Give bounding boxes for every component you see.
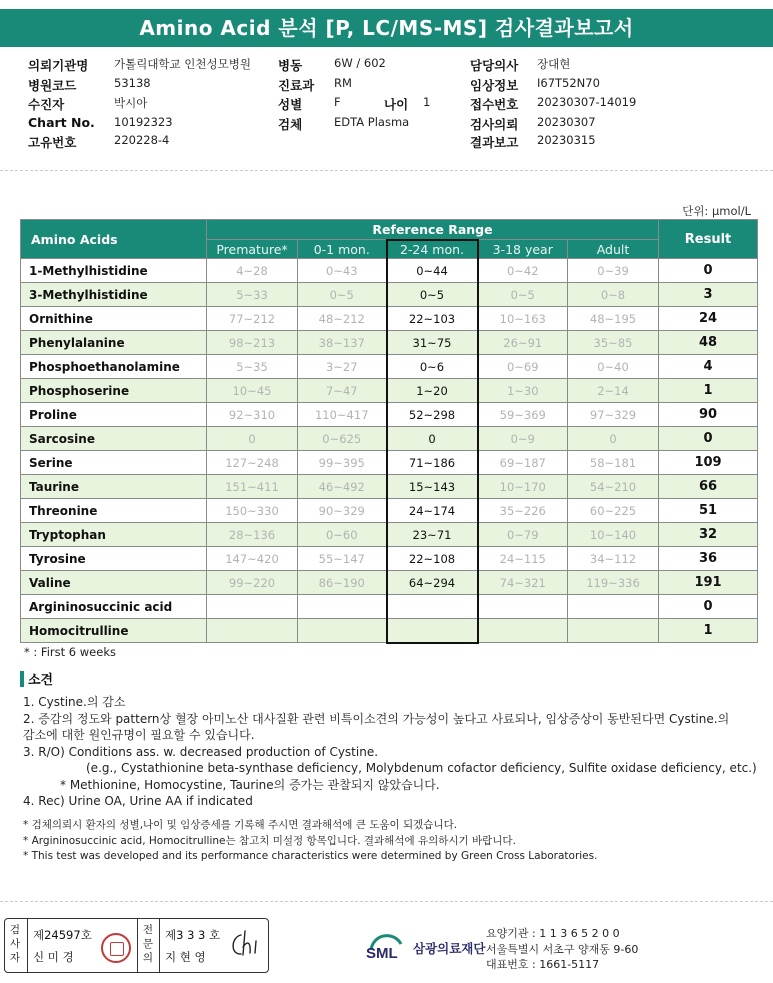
reference-range-cell: 0~5 xyxy=(298,283,387,307)
age-label: 나이 xyxy=(384,97,409,112)
table-row xyxy=(21,427,758,451)
department-value: RM xyxy=(334,76,352,90)
reference-range-cell: 5~33 xyxy=(207,283,298,307)
reference-range-cell: 38~137 xyxy=(298,331,387,355)
col-reference-range: Reference Range xyxy=(207,220,659,240)
reference-range-cell: 0~625 xyxy=(298,427,387,451)
table-row xyxy=(21,259,758,283)
amino-acid-name: Tyrosine xyxy=(21,547,207,571)
amino-acid-name: 3-Methylhistidine xyxy=(21,283,207,307)
reference-range-cell: 22~108 xyxy=(387,547,478,571)
reference-range-cell: 151~411 xyxy=(207,475,298,499)
reference-range-cell: 110~417 xyxy=(298,403,387,427)
amino-acid-name: Valine xyxy=(21,571,207,595)
reference-range-cell: 28~136 xyxy=(207,523,298,547)
table-row xyxy=(21,571,758,595)
institution-label: 의뢰기관명 xyxy=(28,58,89,73)
result-value: 32 xyxy=(659,523,758,547)
org-code: 요양기관 : 1 1 3 6 5 2 0 0 xyxy=(486,927,620,940)
reference-range-cell: 10~163 xyxy=(478,307,568,331)
reference-range-cell: 0~8 xyxy=(568,283,659,307)
specimen-value: EDTA Plasma xyxy=(334,115,410,129)
reference-range-cell: 3~27 xyxy=(298,355,387,379)
note-line: * 검체의뢰시 환자의 성별,나이 및 임상증세를 기록해 주시면 결과해석에 큰 도움이 되겠습니다. xyxy=(23,819,458,831)
note-line: * This test was developed and its performance characteristics were determined by Green Cross Laboratories. xyxy=(23,850,598,862)
sml-logo-mark xyxy=(365,928,407,968)
result-value: 0 xyxy=(659,427,758,451)
reference-range-cell: 0~79 xyxy=(478,523,568,547)
table-row xyxy=(21,499,758,523)
sex-value: F xyxy=(334,95,341,109)
reference-range-cell: 58~181 xyxy=(568,451,659,475)
opinion-line: 3. R/O) Conditions ass. w. decreased production of Cystine. xyxy=(23,744,379,759)
reference-range-cell xyxy=(478,619,568,643)
reference-range-cell xyxy=(568,619,659,643)
ward-value: 6W / 602 xyxy=(334,56,386,70)
doctor-label: 담당의사 xyxy=(470,58,519,73)
org-info xyxy=(486,926,638,973)
table-row xyxy=(21,475,758,499)
signature-box xyxy=(4,918,269,973)
result-value: 36 xyxy=(659,547,758,571)
reference-range-cell: 7~47 xyxy=(298,379,387,403)
reference-range-cell: 71~186 xyxy=(387,451,478,475)
result-value: 51 xyxy=(659,499,758,523)
receipt-no-label: 접수번호 xyxy=(470,97,519,112)
note-line: * Argininosuccinic acid, Homocitrulline는 참고치 미설정 항목입니다. 결과해석에 유의하시기 바랍니다. xyxy=(23,834,516,847)
reference-range-cell: 54~210 xyxy=(568,475,659,499)
age-value: 1 xyxy=(423,95,431,109)
reference-range-cell: 0 xyxy=(387,427,478,451)
table-row xyxy=(21,547,758,571)
amino-acid-name: 1-Methylhistidine xyxy=(21,259,207,283)
table-row xyxy=(21,331,758,355)
table-row xyxy=(21,307,758,331)
amino-acid-name: Proline xyxy=(21,403,207,427)
reference-range-cell: 92~310 xyxy=(207,403,298,427)
unique-no-value: 220228-4 xyxy=(114,133,170,147)
reference-range-cell: 98~213 xyxy=(207,331,298,355)
col-result: Result xyxy=(659,220,758,259)
examinee-label: 수진자 xyxy=(28,97,65,112)
col-3-18-year: 3-18 year xyxy=(478,240,568,259)
col-0-1-mon: 0-1 mon. xyxy=(298,240,387,259)
result-value: 1 xyxy=(659,379,758,403)
amino-acid-name: Threonine xyxy=(21,499,207,523)
reference-range-cell: 0 xyxy=(207,427,298,451)
reference-range-cell: 60~225 xyxy=(568,499,659,523)
reference-range-cell: 0~44 xyxy=(387,259,478,283)
reference-range-cell: 64~294 xyxy=(387,571,478,595)
amino-acid-name: Tryptophan xyxy=(21,523,207,547)
reference-range-cell: 26~91 xyxy=(478,331,568,355)
reference-range-cell: 150~330 xyxy=(207,499,298,523)
reference-range-cell: 52~298 xyxy=(387,403,478,427)
reference-range-cell: 59~369 xyxy=(478,403,568,427)
reference-range-cell: 0~39 xyxy=(568,259,659,283)
amino-acid-name: Phenylalanine xyxy=(21,331,207,355)
reference-range-cell: 127~248 xyxy=(207,451,298,475)
table-row xyxy=(21,283,758,307)
table-row xyxy=(21,403,758,427)
report-date-value: 20230315 xyxy=(537,133,596,147)
reference-range-cell: 0~5 xyxy=(478,283,568,307)
reference-range-cell: 0~40 xyxy=(568,355,659,379)
reference-range-cell: 0~43 xyxy=(298,259,387,283)
reference-range-cell: 34~112 xyxy=(568,547,659,571)
bottom-divider xyxy=(0,901,773,902)
reference-range-cell: 77~212 xyxy=(207,307,298,331)
reference-range-cell: 0~6 xyxy=(387,355,478,379)
footnote: * : First 6 weeks xyxy=(24,645,116,659)
request-date-value: 20230307 xyxy=(537,115,596,129)
reference-range-cell: 74~321 xyxy=(478,571,568,595)
reference-range-cell xyxy=(478,595,568,619)
ward-label: 병동 xyxy=(278,58,303,73)
result-value: 66 xyxy=(659,475,758,499)
clinical-label: 임상정보 xyxy=(470,78,519,93)
divider xyxy=(0,170,773,171)
table-row xyxy=(21,379,758,403)
opinion-line: (e.g., Cystathionine beta-synthase deficiency, Molybdenum cofactor deficiency, Sulfite oxidase deficiency, etc.) xyxy=(86,761,757,775)
opinion-text xyxy=(23,694,763,810)
reference-range-cell: 86~190 xyxy=(298,571,387,595)
separator xyxy=(159,919,160,972)
opinion-heading xyxy=(20,669,53,688)
reference-range-cell xyxy=(387,595,478,619)
amino-acid-name: Phosphoserine xyxy=(21,379,207,403)
amino-acid-name: Ornithine xyxy=(21,307,207,331)
result-value: 3 xyxy=(659,283,758,307)
reference-range-cell xyxy=(298,619,387,643)
doctor-value: 장대현 xyxy=(537,57,571,71)
amino-acid-name: Serine xyxy=(21,451,207,475)
sex-label: 성별 xyxy=(278,97,303,112)
heading-bar xyxy=(20,671,24,687)
seal-stamp xyxy=(101,933,131,963)
reference-range-cell: 97~329 xyxy=(568,403,659,427)
result-value: 4 xyxy=(659,355,758,379)
report-date-label: 결과보고 xyxy=(470,135,519,150)
chart-no-value: 10192323 xyxy=(114,115,173,129)
opinion-line: 4. Rec) Urine OA, Urine AA if indicated xyxy=(23,794,253,808)
reference-range-cell: 15~143 xyxy=(387,475,478,499)
reference-range-cell: 48~212 xyxy=(298,307,387,331)
reference-range-cell: 35~85 xyxy=(568,331,659,355)
org-name: 삼광의료재단 xyxy=(413,941,486,956)
hospital-code-value: 53138 xyxy=(114,76,151,90)
receipt-no-value: 20230307-14019 xyxy=(537,95,637,109)
amino-acid-name: Homocitrulline xyxy=(21,619,207,643)
org-address: 서울특별시 서초구 양재동 9-60 xyxy=(486,942,639,956)
result-value: 90 xyxy=(659,403,758,427)
separator xyxy=(27,919,28,972)
result-value: 191 xyxy=(659,571,758,595)
sml-logo-text: SML xyxy=(366,945,398,962)
specialist-license: 제3 3 3 호 xyxy=(165,928,221,942)
chart-no-label: Chart No. xyxy=(28,115,95,130)
reference-range-cell: 0~42 xyxy=(478,259,568,283)
reference-range-cell xyxy=(207,595,298,619)
reference-range-cell: 4~28 xyxy=(207,259,298,283)
col-adult: Adult xyxy=(568,240,659,259)
opinion-line: * Methionine, Homocystine, Taurine의 증가는 관찰되지 않았습니다. xyxy=(60,777,440,792)
reference-range-cell: 23~71 xyxy=(387,523,478,547)
specimen-label: 검체 xyxy=(278,117,303,132)
opinion-title: 소견 xyxy=(28,673,54,688)
reference-range-cell: 24~115 xyxy=(478,547,568,571)
reference-range-cell: 0~69 xyxy=(478,355,568,379)
separator xyxy=(137,919,138,972)
reference-range-cell: 99~395 xyxy=(298,451,387,475)
reference-range-cell: 22~103 xyxy=(387,307,478,331)
clinical-value: I67T52N70 xyxy=(537,76,600,90)
reference-range-cell xyxy=(387,619,478,643)
table-row xyxy=(21,595,758,619)
notes xyxy=(23,818,597,865)
reference-range-cell: 119~336 xyxy=(568,571,659,595)
result-value: 0 xyxy=(659,595,758,619)
reference-range-cell: 0~60 xyxy=(298,523,387,547)
tester-license: 제24597호 xyxy=(33,928,92,942)
reference-range-cell: 10~140 xyxy=(568,523,659,547)
opinion-line: 1. Cystine.의 감소 xyxy=(23,695,126,709)
result-value: 24 xyxy=(659,307,758,331)
table-row xyxy=(21,523,758,547)
handwritten-signature xyxy=(227,927,263,963)
opinion-line: 2. 증감의 정도와 pattern상 혈장 아미노산 대사질환 관련 비특이소견의 가능성이 높다고 사료되나, 임상증상이 동반된다면 Cystine.의 xyxy=(23,711,730,726)
examinee-value: 박시아 xyxy=(114,96,148,110)
reference-range-cell: 99~220 xyxy=(207,571,298,595)
col-premature: Premature* xyxy=(207,240,298,259)
reference-range-cell xyxy=(568,595,659,619)
result-value: 1 xyxy=(659,619,758,643)
amino-acid-name: Sarcosine xyxy=(21,427,207,451)
reference-range-cell xyxy=(298,595,387,619)
reference-range-cell: 46~492 xyxy=(298,475,387,499)
opinion-line: 감소에 대한 원인규명이 필요할 수 있습니다. xyxy=(23,728,255,742)
result-value: 48 xyxy=(659,331,758,355)
amino-acid-name: Phosphoethanolamine xyxy=(21,355,207,379)
reference-range-cell: 1~30 xyxy=(478,379,568,403)
reference-range-cell: 147~420 xyxy=(207,547,298,571)
reference-range-cell: 0~5 xyxy=(387,283,478,307)
specialist-name: 지 현 영 xyxy=(165,950,206,964)
hospital-code-label: 병원코드 xyxy=(28,78,77,93)
amino-acid-name: Taurine xyxy=(21,475,207,499)
reference-range-cell: 69~187 xyxy=(478,451,568,475)
amino-acid-name: Argininosuccinic acid xyxy=(21,595,207,619)
reference-range-cell: 2~14 xyxy=(568,379,659,403)
amino-acid-table xyxy=(20,219,758,644)
report-title: Amino Acid 분석 [P, LC/MS-MS] 검사결과보고서 xyxy=(0,9,773,47)
reference-range-cell: 1~20 xyxy=(387,379,478,403)
table-row xyxy=(21,619,758,643)
reference-range-cell: 48~195 xyxy=(568,307,659,331)
col-amino-acids: Amino Acids xyxy=(21,220,207,259)
specialist-label: 전문의 xyxy=(142,924,154,964)
department-label: 진료과 xyxy=(278,78,315,93)
reference-range-cell: 5~35 xyxy=(207,355,298,379)
result-value: 0 xyxy=(659,259,758,283)
org-phone: 대표번호 : 1661-5117 xyxy=(486,958,600,971)
tester-label: 검사자 xyxy=(9,924,21,964)
col-2-24-mon: 2-24 mon. xyxy=(387,240,478,259)
reference-range-cell: 0 xyxy=(568,427,659,451)
tester-name: 신 미 경 xyxy=(33,950,74,964)
reference-range-cell: 24~174 xyxy=(387,499,478,523)
institution-value: 가톨릭대학교 인천성모병원 xyxy=(114,57,251,71)
result-value: 109 xyxy=(659,451,758,475)
table-row xyxy=(21,355,758,379)
table-row xyxy=(21,451,758,475)
reference-range-cell xyxy=(207,619,298,643)
reference-range-cell: 90~329 xyxy=(298,499,387,523)
reference-range-cell: 31~75 xyxy=(387,331,478,355)
unique-no-label: 고유번호 xyxy=(28,135,77,150)
request-date-label: 검사의뢰 xyxy=(470,117,519,132)
reference-range-cell: 10~45 xyxy=(207,379,298,403)
reference-range-cell: 10~170 xyxy=(478,475,568,499)
reference-range-cell: 55~147 xyxy=(298,547,387,571)
reference-range-cell: 35~226 xyxy=(478,499,568,523)
unit-label: 단위: μmol/L xyxy=(682,204,751,218)
reference-range-cell: 0~9 xyxy=(478,427,568,451)
sml-logo xyxy=(365,928,485,968)
